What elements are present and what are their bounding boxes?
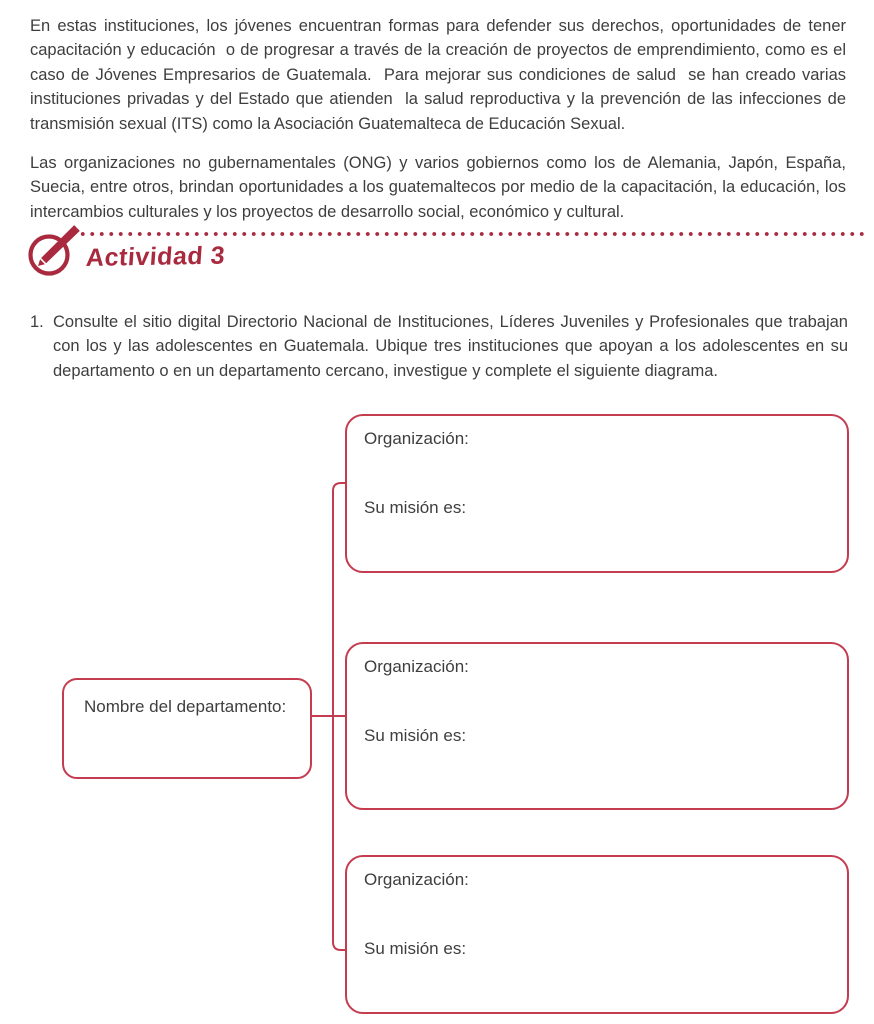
organization-label-2: Organización: [364,657,469,676]
organization-box-3 [345,855,849,1014]
organization-label-1: Organización: [364,429,469,448]
activity-title: Actividad 3 [85,241,227,273]
dotted-divider [78,231,866,237]
organization-label-3: Organización: [364,870,469,889]
instruction-item-1 [30,310,848,383]
paragraph-institutions: En estas instituciones, los jóvenes encuentran formas para defender sus derechos, oportunidades de tener capacitación y educación o de progresar a través de la creación de proyectos de emprendimiento, como es el caso de Jóvenes Empresarios de Guatemala. Para mejorar sus condiciones de salud se han creado varias instituciones privadas y del Estado que atienden la salud reproductiva y la prevención de las infecciones de transmisión sexual (ITS) como la Asociación Guatemalteca de Educación Sexual. [30,17,851,133]
mission-label-1: Su misión es: [364,498,467,517]
pencil-circle-icon [24,222,82,282]
organization-box-2 [345,642,849,810]
instruction-number: 1. [30,313,44,331]
organization-box-1 [345,414,849,573]
department-box [62,678,312,779]
mission-label-2: Su misión es: [364,726,467,745]
instruction-text: Consulte el sitio digital Directorio Nacional de Instituciones, Líderes Juveniles y Profesionales que trabajan con los y las adolescentes en Guatemala. Ubique tres instituciones que apoyan a los adolescentes en su departamento o en un departamento cercano, investigue y complete el siguiente diagrama. [53,313,848,380]
mission-label-3: Su misión es: [364,939,467,958]
paragraph-ong: Las organizaciones no gubernamentales (ONG) y varios gobiernos como los de Alemania, Japón, España, Suecia, entre otros, brindan oportunidades a los guatemaltecos por medio de la capacitación, la educación, los intercambios culturales y los proyectos de desarrollo social, económico y cultural. [30,154,851,221]
department-label: Nombre del departamento: [84,697,287,716]
